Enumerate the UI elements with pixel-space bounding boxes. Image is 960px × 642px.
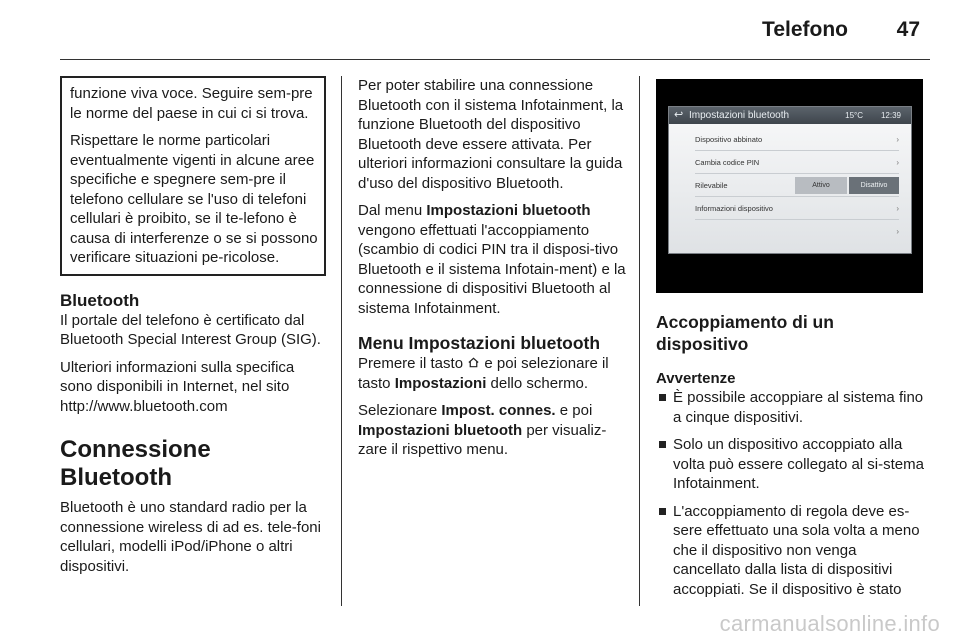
watermark: carmanualsonline.info <box>719 611 940 636</box>
paragraph: Dal menu Impostazioni bluetooth vengono effettuati l'accoppiamento (scambio di codici PIN tra il disposi-tivo Bluetooth e il sistema Infotain-ment) e la connessione di dispositivi Bluetooth al sistema Infotainment. <box>358 202 626 317</box>
back-arrow-icon[interactable]: ↩ <box>674 109 684 121</box>
chapter-heading-connection: Connessione Bluetooth <box>60 436 211 491</box>
screen-title-bar <box>669 107 911 124</box>
section-heading-menu: Menu Impostazioni bluetooth <box>358 333 601 353</box>
setting-row-paired-device[interactable]: Dispositivo abbinato › <box>695 128 899 151</box>
setting-row-device-info[interactable]: Informazioni dispositivo › <box>695 197 899 220</box>
temperature-readout: 15°C <box>845 111 863 120</box>
page-header <box>60 0 930 60</box>
screen <box>668 106 912 254</box>
chevron-right-icon: › <box>896 227 899 236</box>
column-middle <box>358 76 630 468</box>
paragraph: Per poter stabilire una connessione Bluetooth con il sistema Infotainment, la funzione Bluetooth del dispositivo Bluetooth deve essere attivata. Per ulteriori informazioni consultare la guida d'uso del dispositivo Bluetooth. <box>358 77 624 192</box>
chevron-right-icon: › <box>896 135 899 144</box>
column-left <box>60 76 326 584</box>
discoverable-on-button[interactable]: Attivo <box>795 177 847 194</box>
paragraph: Bluetooth è uno standard radio per la connessione wireless di ad es. tele-foni cellulari, modelli iPod/iPhone o altri dispositivi. <box>60 499 321 575</box>
warning-note-box <box>60 76 326 276</box>
paragraph: Il portale del telefono è certificato dal Bluetooth Special Interest Group (SIG). <box>60 311 321 348</box>
paragraph: Ulteriori informazioni sulla specifica sono disponibili in Internet, nel sito http://www.bluetooth.com <box>60 358 295 415</box>
list-item: L'accoppiamento di regola deve es-sere effettuato una sola volta a meno che il dispositivo non venga cancellato dalla lista di dispositivi accoppiati. Se il dispositivo è stato <box>656 502 926 600</box>
infotainment-screenshot <box>656 79 923 293</box>
notes-heading: Avvertenze <box>656 370 736 387</box>
screen-title: Impostazioni bluetooth <box>689 110 790 121</box>
chevron-right-icon: › <box>896 158 899 167</box>
clock-readout: 12:39 <box>880 111 901 120</box>
note-paragraph: Rispettare le norme particolari eventualmente vigenti in alcune aree specifiche e spegnere sem-pre il telefono cellulare se l'uso di telefoni cellulari è proibito, se il te-lefono è causa di interferenze o se si possono verificare situazioni pe-ricolose. <box>70 132 318 266</box>
list-item: È possibile accoppiare al sistema fino a cinque dispositivi. <box>656 388 926 427</box>
setting-row-discoverable: Rilevabile Attivo Disattivo <box>695 174 899 197</box>
column-right <box>656 76 926 607</box>
column-divider <box>341 76 342 606</box>
setting-row-empty[interactable] <box>695 220 899 243</box>
home-icon <box>467 356 480 369</box>
chevron-right-icon: › <box>896 204 899 213</box>
note-paragraph: funzione viva voce. Seguire sem-pre le norme del paese in cui ci si trova. <box>70 85 313 122</box>
section-heading-pairing: Accoppiamento di un dispositivo <box>656 312 834 354</box>
notes-list <box>656 388 926 599</box>
paragraph: Selezionare Impost. connes. e poi Impostazioni bluetooth per visualiz-zare il rispettivo menu. <box>358 402 607 458</box>
settings-list <box>669 124 911 253</box>
section-heading-bluetooth: Bluetooth <box>60 290 140 310</box>
page-number: 47 <box>896 18 920 41</box>
column-divider <box>639 76 640 606</box>
setting-row-change-pin[interactable]: Cambia codice PIN › <box>695 151 899 174</box>
discoverable-off-button[interactable]: Disattivo <box>849 177 899 194</box>
paragraph: Premere il tasto e poi selezionare il tasto Impostazioni dello schermo. <box>358 355 609 392</box>
header-title: Telefono <box>762 18 848 41</box>
list-item: Solo un dispositivo accoppiato alla volta può essere collegato al si-stema Infotainment. <box>656 435 926 494</box>
